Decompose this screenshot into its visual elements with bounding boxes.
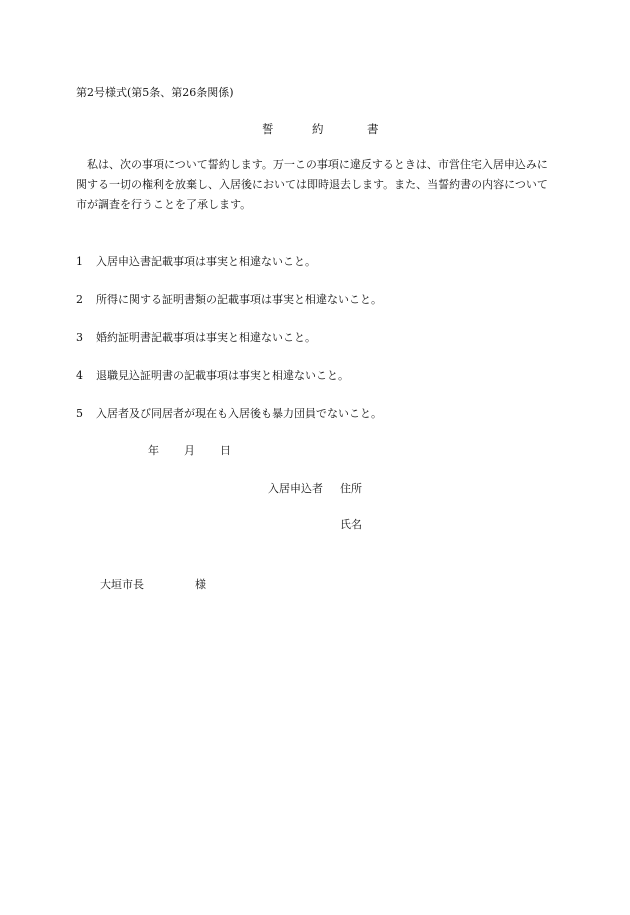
- pledge-item: [76, 369, 556, 407]
- pledge-item-number: 3: [76, 331, 83, 344]
- applicant-role-label: 入居申込者: [268, 482, 323, 495]
- pledge-item-text: 所得に関する証明書類の記載事項は事実と相違ないこと。: [96, 293, 382, 306]
- pledge-item: [76, 255, 556, 293]
- title-char-3: 書: [367, 122, 379, 136]
- pledge-item-text: 退職見込証明書の記載事項は事実と相違ないこと。: [96, 369, 349, 382]
- title-char-1: 誓: [262, 122, 274, 136]
- pledge-item: [76, 293, 556, 331]
- pledge-item-text: 入居申込書記載事項は事実と相違ないこと。: [96, 255, 316, 268]
- pledge-item-text: 入居者及び同居者が現在も入居後も暴力団員でないこと。: [96, 407, 382, 420]
- title-char-2: 約: [312, 122, 324, 136]
- oath-statement: [76, 155, 556, 215]
- pledge-item: [76, 331, 556, 369]
- date-year-label: 年: [148, 444, 159, 457]
- date-line: [148, 444, 231, 458]
- applicant-name-line: [340, 518, 362, 532]
- pledge-item-number: 2: [76, 293, 83, 306]
- pledge-item-number: 4: [76, 369, 83, 382]
- date-day-label: 日: [220, 444, 231, 457]
- addressee-mayor: 大垣市長: [100, 578, 144, 591]
- pledge-item-number: 1: [76, 255, 83, 268]
- pledge-item-text: 婚約証明書記載事項は事実と相違ないこと。: [96, 331, 316, 344]
- addressee-line: [100, 578, 206, 592]
- address-label: 住所: [340, 482, 362, 495]
- pledge-item: [76, 407, 556, 445]
- pledge-items: [76, 255, 556, 445]
- document-title: [262, 122, 379, 136]
- form-number: 第2号様式(第5条、第26条関係): [76, 86, 234, 99]
- addressee-honorific: 様: [195, 578, 206, 591]
- name-label: 氏名: [340, 518, 362, 531]
- date-month-label: 月: [184, 444, 195, 457]
- oath-paragraph: 私は、次の事項について誓約します。万一この事項に違反するときは、市営住宅入居申込みに関する一切の権利を放棄し、入居後においては即時退去します。また、当誓約書の内容について市が調査を行うことを了承します。: [76, 158, 548, 211]
- applicant-address-line: [268, 482, 362, 496]
- pledge-item-number: 5: [76, 407, 83, 420]
